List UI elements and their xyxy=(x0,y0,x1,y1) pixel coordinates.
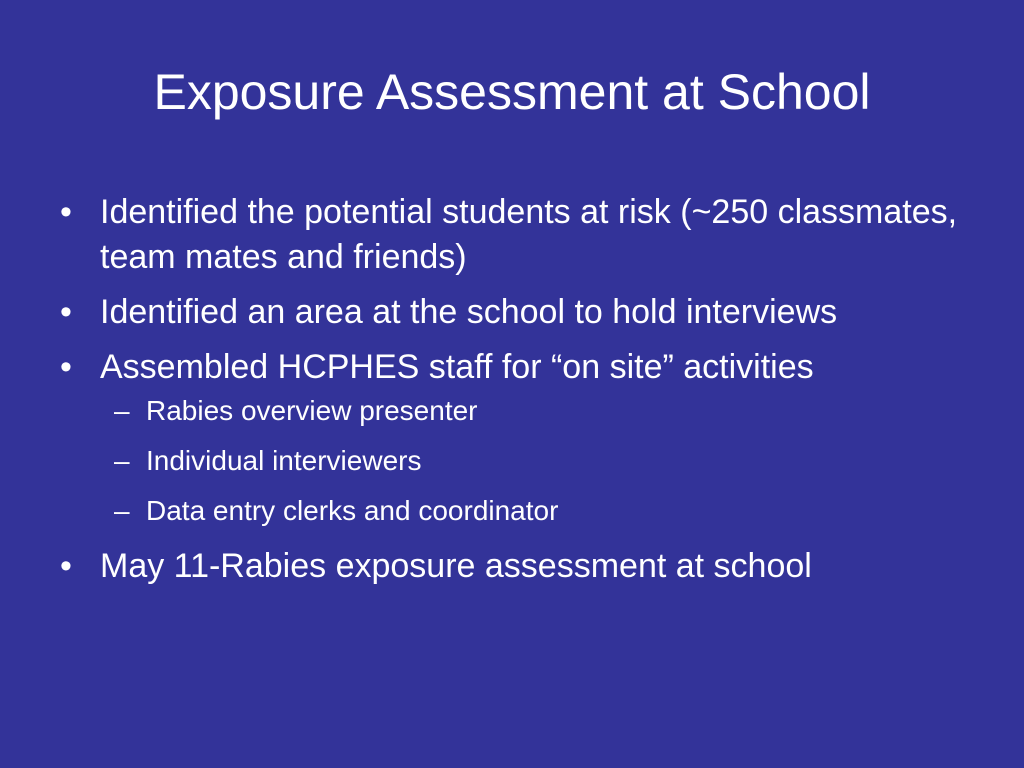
sub-bullet-text: Data entry clerks and coordinator xyxy=(146,495,559,526)
bullet-icon: • xyxy=(60,547,72,585)
bullet-icon: • xyxy=(60,193,72,231)
bullet-text: Identified an area at the school to hold interviews xyxy=(100,293,838,331)
sub-bullet-item xyxy=(100,492,976,530)
bullet-item xyxy=(56,544,976,589)
bullet-item xyxy=(56,190,976,280)
bullet-text: Identified the potential students at risk (~250 classmates, team mates and friends) xyxy=(100,193,958,276)
bullet-icon: • xyxy=(60,293,72,331)
bullet-list xyxy=(56,190,976,599)
dash-icon: – xyxy=(114,445,130,476)
bullet-item xyxy=(56,345,976,530)
bullet-text: Assembled HCPHES staff for “on site” activities xyxy=(100,348,814,386)
sub-bullet-item xyxy=(100,442,976,480)
dash-icon: – xyxy=(114,495,130,526)
sub-bullet-text: Individual interviewers xyxy=(146,445,422,476)
bullet-icon: • xyxy=(60,348,72,386)
sub-bullet-item xyxy=(100,392,976,430)
slide-title: Exposure Assessment at School xyxy=(153,64,871,120)
dash-icon: – xyxy=(114,395,130,426)
bullet-item xyxy=(56,290,976,335)
sub-bullet-list xyxy=(100,392,976,530)
bullet-text: May 11-Rabies exposure assessment at school xyxy=(100,547,812,585)
sub-bullet-text: Rabies overview presenter xyxy=(146,395,478,426)
